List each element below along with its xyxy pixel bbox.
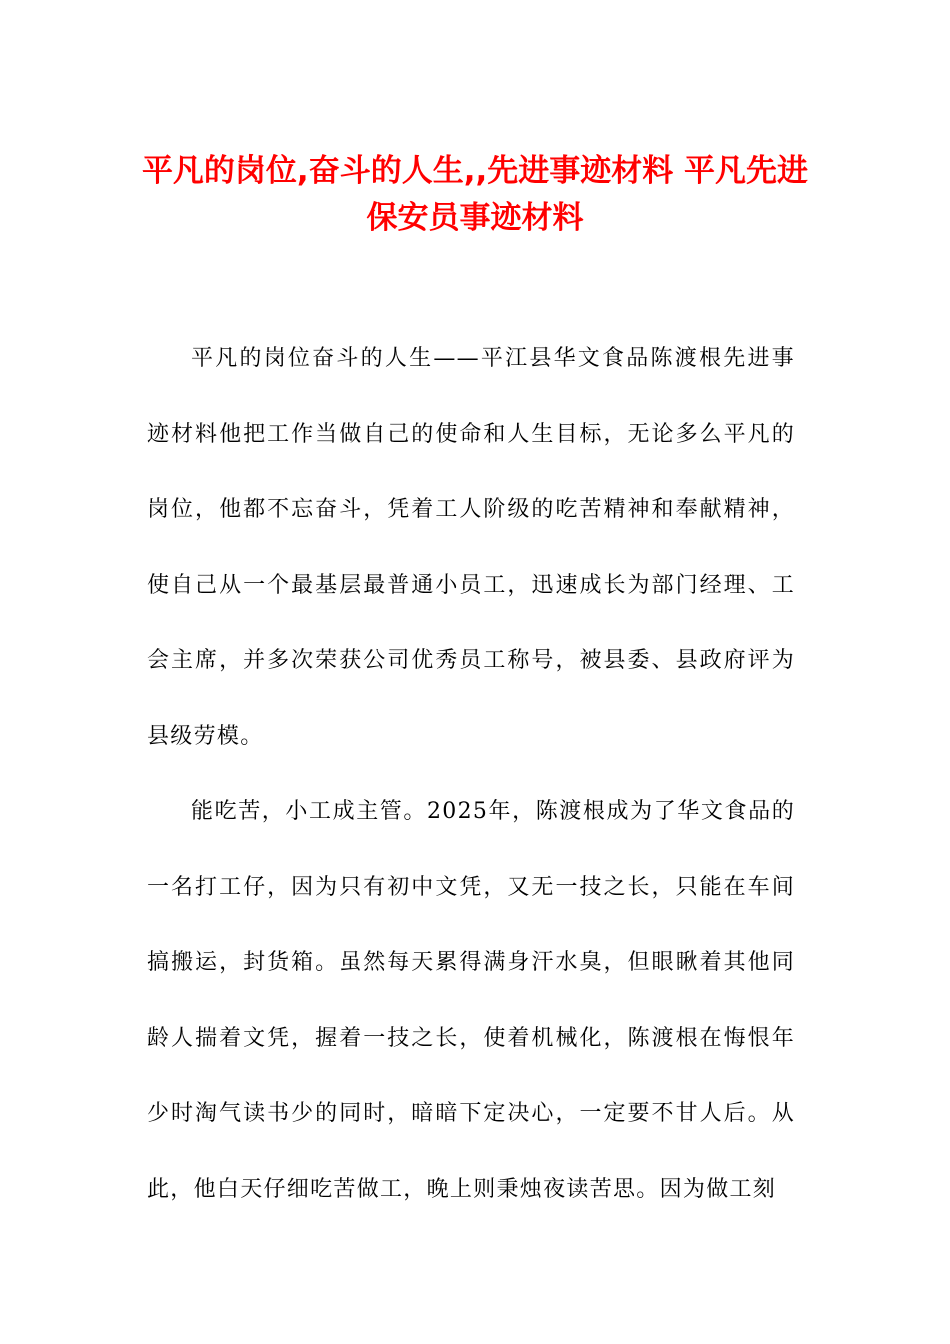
paragraph: 能吃苦，小工成主管。2025年，陈渡根成为了华文食品的一名打工仔，因为只有初中文凭，又无一技之长，只能在车间搞搬运，封货箱。虽然每天累得满身汗水臭，但眼瞅着其他同龄人揣着文凭，握着一技之长，使着机械化，陈渡根在悔恨年少时淘气读书少的同时，暗暗下定决心，一定要不甘人后。从此，他白天仔细吃苦做工，晚上则秉烛夜读苦思。因为做工刻 — [147, 799, 795, 1202]
document-body — [147, 321, 795, 1227]
document-title: 平凡的岗位,奋斗的人生,,先进事迹材料 平凡先进保安员事迹材料 — [141, 153, 809, 236]
paragraph: 平凡的岗位奋斗的人生——平江县华文食品陈渡根先进事迹材料他把工作当做自己的使命和人生目标，无论多么平凡的岗位，他都不忘奋斗，凭着工人阶级的吃苦精神和奉献精神，使自己从一个最基层最普通小员工，迅速成长为部门经理、工会主席，并多次荣获公司优秀员工称号，被县委、县政府评为县级劳模。 — [147, 346, 795, 749]
